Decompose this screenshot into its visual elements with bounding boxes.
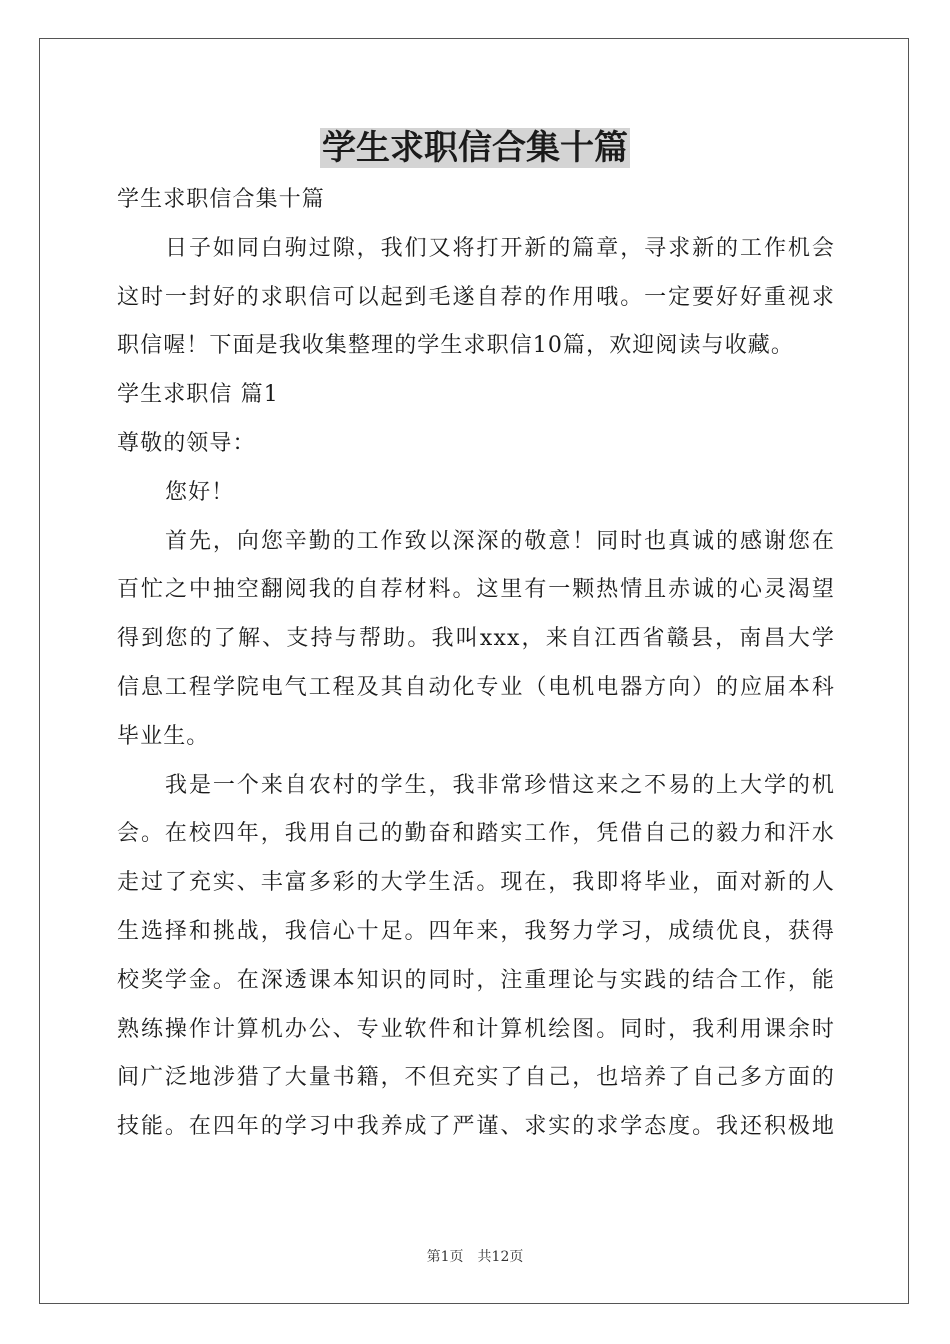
document-title: [0, 124, 950, 172]
text-line: 我是一个来自农村的学生，我非常珍惜这来之不易的上大学的机: [165, 772, 835, 798]
text-line: 会。在校四年，我用自己的勤奋和踏实工作，凭借自己的毅力和汗水: [117, 821, 835, 847]
text-line: 百忙之中抽空翻阅我的自荐材料。这里有一颗热情且赤诚的心灵渴望: [117, 577, 835, 603]
text-line: 这时一封好的求职信可以起到毛遂自荐的作用哦。一定要好好重视求: [117, 284, 835, 310]
text-line: 毕业生。: [117, 723, 210, 749]
text-line: 日子如同白驹过隙，我们又将打开新的篇章，寻求新的工作机会: [165, 235, 835, 261]
page-total: 共12页: [477, 1249, 524, 1265]
section-heading: 学生求职信 篇1: [117, 382, 279, 408]
salutation: 尊敬的领导：: [117, 430, 256, 456]
subtitle-line: 学生求职信合集十篇: [117, 187, 325, 212]
text-line: 职信喔！下面是我收集整理的学生求职信10篇，欢迎阅读与收藏。: [117, 333, 794, 359]
text-line: 生选择和挑战，我信心十足。四年来，我努力学习，成绩优良，获得: [117, 918, 835, 944]
text-line: 技能。在四年的学习中我养成了严谨、求实的求学态度。我还积极地: [117, 1114, 835, 1140]
text-line: 熟练操作计算机办公、专业软件和计算机绘图。同时，我利用课余时: [117, 1016, 835, 1042]
text-line: 走过了充实、丰富多彩的大学生活。现在，我即将毕业，面对新的人: [117, 870, 835, 896]
text-line: 间广泛地涉猎了大量书籍，不但充实了自己，也培养了自己多方面的: [117, 1065, 835, 1091]
greeting: 您好！: [165, 479, 235, 505]
page-number: 第1页: [426, 1249, 464, 1265]
document-body: [117, 176, 835, 1152]
document-title-text: 学生求职信合集十篇: [322, 128, 628, 168]
text-line: 信息工程学院电气工程及其自动化专业（电机电器方向）的应届本科: [117, 674, 835, 700]
text-line: 首先，向您辛勤的工作致以深深的敬意！同时也真诚的感谢您在: [165, 528, 835, 554]
page-footer: [0, 1246, 950, 1266]
text-line: 得到您的了解、支持与帮助。我叫xxx，来自江西省赣县，南昌大学: [117, 626, 835, 652]
text-line: 校奖学金。在深透课本知识的同时，注重理论与实践的结合工作，能: [117, 967, 835, 993]
